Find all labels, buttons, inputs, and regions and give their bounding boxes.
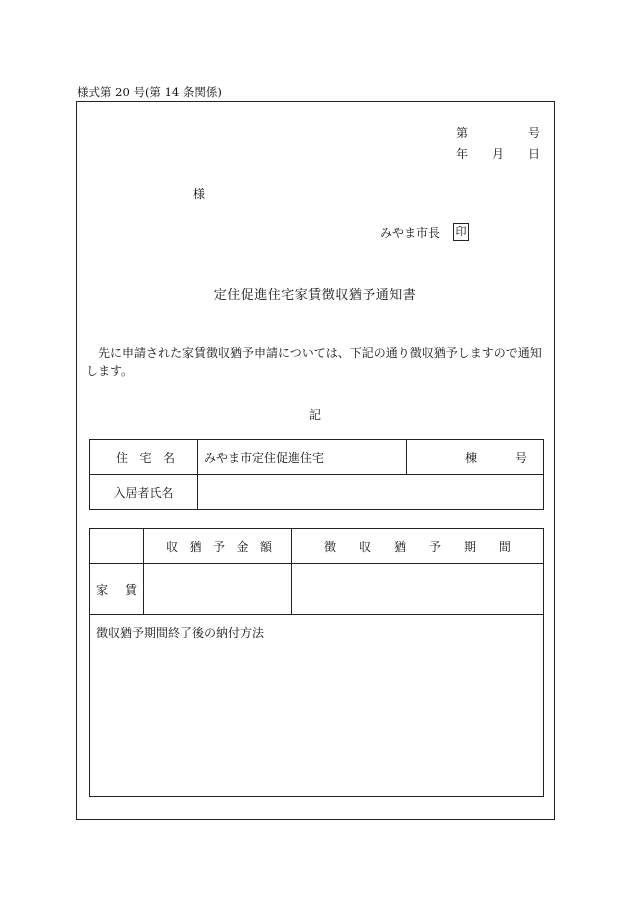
ki-heading: 記 — [308, 408, 321, 422]
deferred-amount-value[interactable] — [144, 564, 292, 615]
seal-mark: 印 — [453, 223, 469, 241]
issue-date-line — [456, 145, 540, 162]
issue-number-line — [456, 124, 540, 141]
issue-number-suffix: 号 — [527, 126, 540, 140]
house-name-label: 住 宅 名 — [90, 440, 198, 475]
period-header: 徴 収 猶 予 期 間 — [292, 529, 544, 564]
payment-method-cell — [90, 615, 544, 797]
resident-name-value[interactable] — [198, 475, 544, 510]
house-name-value: みやま市定住促進住宅 — [198, 440, 407, 475]
table-row — [90, 529, 544, 564]
table-row — [90, 564, 544, 615]
blank-header-cell — [90, 529, 144, 564]
issuer-name: みやま市長 — [380, 225, 441, 240]
deferral-period-value[interactable] — [292, 564, 544, 615]
table-row — [90, 440, 544, 475]
form-number: 様式第 20 号(第 14 条関係) — [77, 85, 222, 99]
building-number-cell: 棟 号 — [407, 440, 544, 475]
payment-method-label: 徴収猶予期間終了後の納付方法 — [96, 626, 265, 640]
document-title: 定住促進住宅家賃徴収猶予通知書 — [213, 288, 417, 303]
info-table — [89, 439, 544, 510]
issue-number-prefix: 第 — [456, 126, 469, 140]
body-text: 先に申請された家賃徴収猶予申請については、下記の通り徴収猶予しますので通知します。 — [86, 346, 542, 378]
issue-date-year: 年 — [456, 147, 469, 161]
table-row — [90, 475, 544, 510]
addressee-suffix: 様 — [193, 187, 206, 201]
issue-date-month: 月 — [491, 147, 504, 161]
amount-header: 収 猶 予 金 額 — [144, 529, 292, 564]
resident-name-label: 入居者氏名 — [90, 475, 198, 510]
issue-date-day: 日 — [527, 147, 540, 161]
rent-label: 家 賃 — [90, 564, 144, 615]
issuer — [380, 223, 469, 241]
schedule-table — [89, 528, 544, 797]
table-row — [90, 615, 544, 797]
